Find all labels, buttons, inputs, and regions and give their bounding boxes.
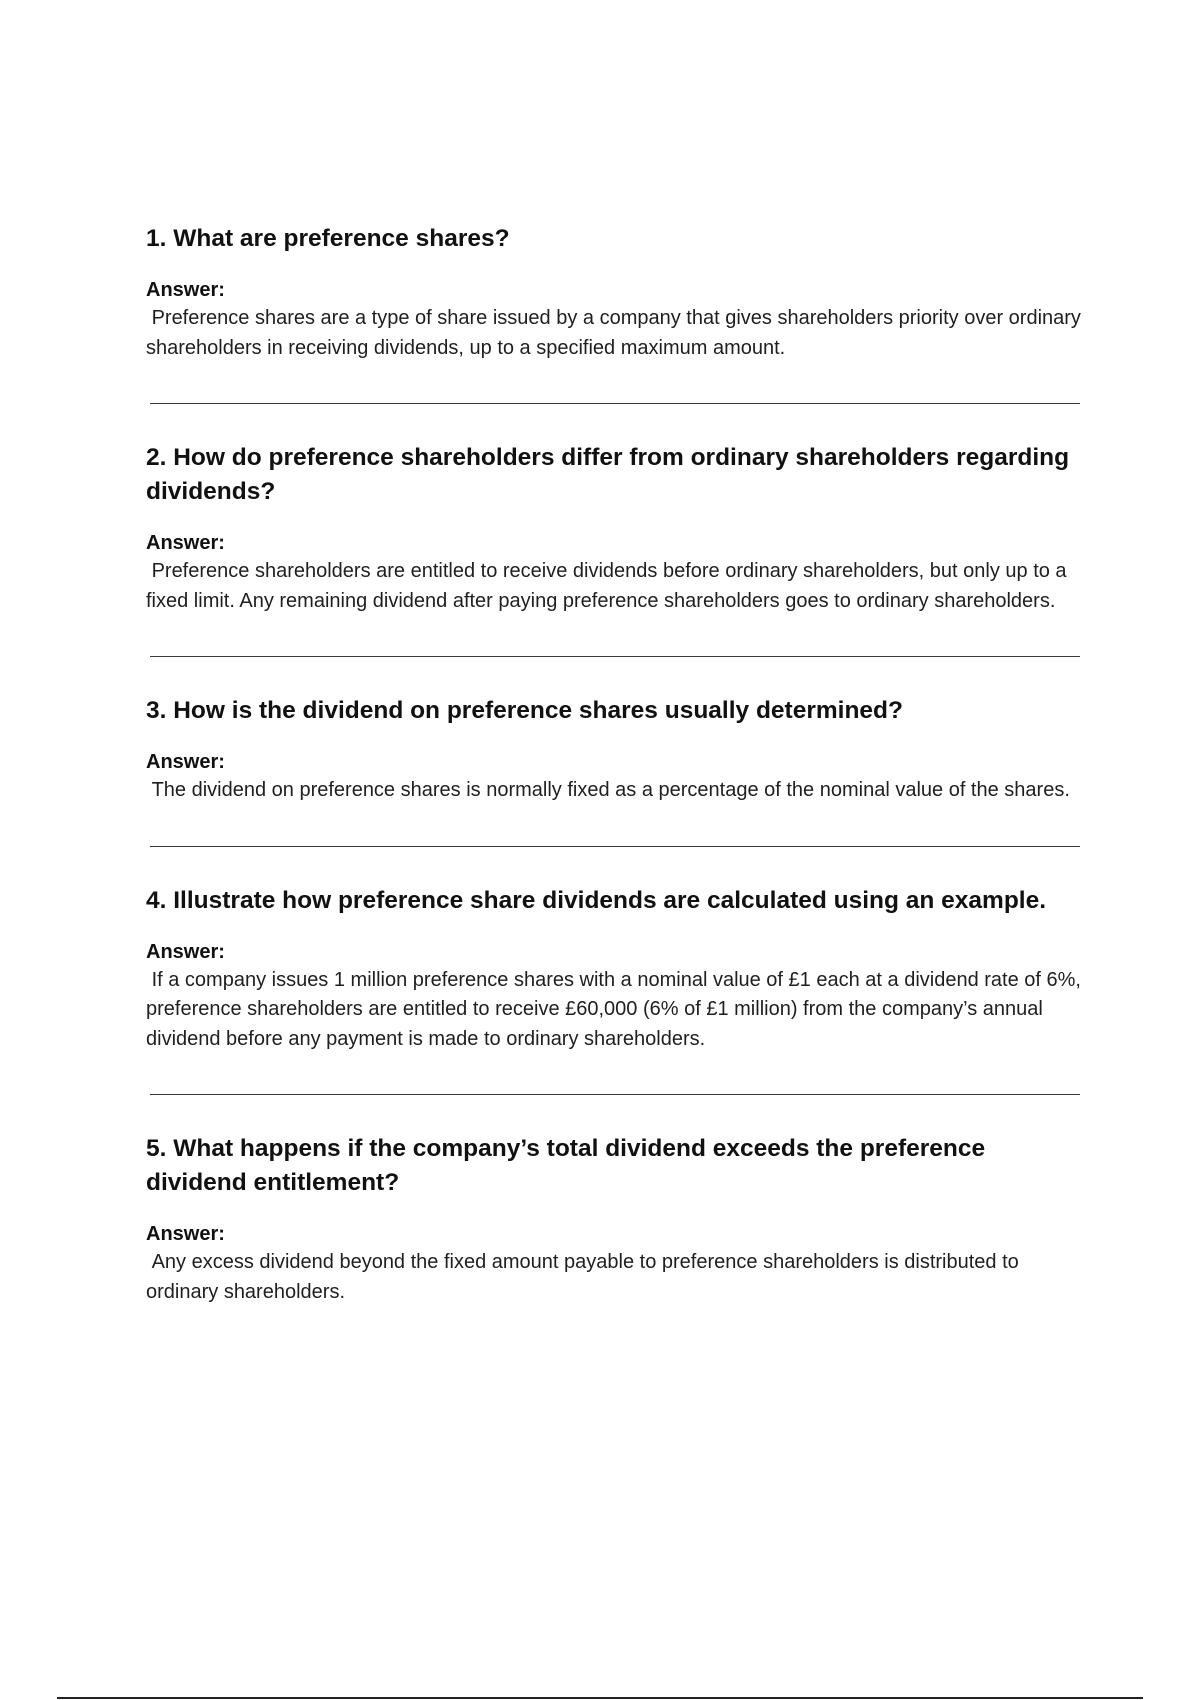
qa-item-5 <box>146 1132 1086 1307</box>
qa-item-3 <box>146 694 1086 806</box>
answer-label: Answer: <box>146 940 225 963</box>
question-heading: 2. How do preference shareholders differ from ordinary shareholders regarding dividends? <box>146 444 1070 505</box>
answer-label: Answer: <box>146 1223 225 1245</box>
qa-item-1 <box>146 222 1086 363</box>
answer-text: Preference shareholders are entitled to receive dividends before ordinary shareholders, but only up to a fixed limit. Any remaining dividend after paying preference shareholders goes to ordinary shareholders. <box>146 560 1073 612</box>
question-heading: 5. What happens if the company’s total dividend exceeds the preference dividend entitlement? <box>146 1135 986 1196</box>
document-body <box>146 222 1086 1307</box>
question-heading: 3. How is the dividend on preference shares usually determined? <box>146 697 903 724</box>
answer-label: Answer: <box>146 751 225 773</box>
question-heading: 4. Illustrate how preference share dividends are calculated using an example. <box>146 886 1047 914</box>
qa-item-4 <box>146 884 1086 1055</box>
question-heading: 1. What are preference shares? <box>146 225 510 252</box>
answer-text: Preference shares are a type of share issued by a company that gives shareholders priority over ordinary shareholders in receiving dividends, up to a specified maximum amount. <box>146 307 1087 359</box>
answer-label: Answer: <box>146 532 225 554</box>
section-divider <box>150 656 1080 657</box>
answer-text: The dividend on preference shares is normally fixed as a percentage of the nominal value of the shares. <box>146 779 1070 801</box>
section-divider <box>150 846 1080 847</box>
answer-label: Answer: <box>146 279 225 301</box>
section-divider <box>150 403 1080 404</box>
qa-item-2 <box>146 441 1086 616</box>
answer-text: If a company issues 1 million preference shares with a nominal value of £1 each at a dividend rate of 6%, preference shareholders are entitled to receive £60,000 (6% of £1 million) from the company’s annual dividend before any payment is made to ordinary shareholders. <box>146 968 1087 1050</box>
answer-text: Any excess dividend beyond the fixed amount payable to preference shareholders is distributed to ordinary shareholders. <box>146 1251 1025 1303</box>
section-divider <box>150 1094 1080 1095</box>
footer-rule <box>57 1697 1143 1699</box>
